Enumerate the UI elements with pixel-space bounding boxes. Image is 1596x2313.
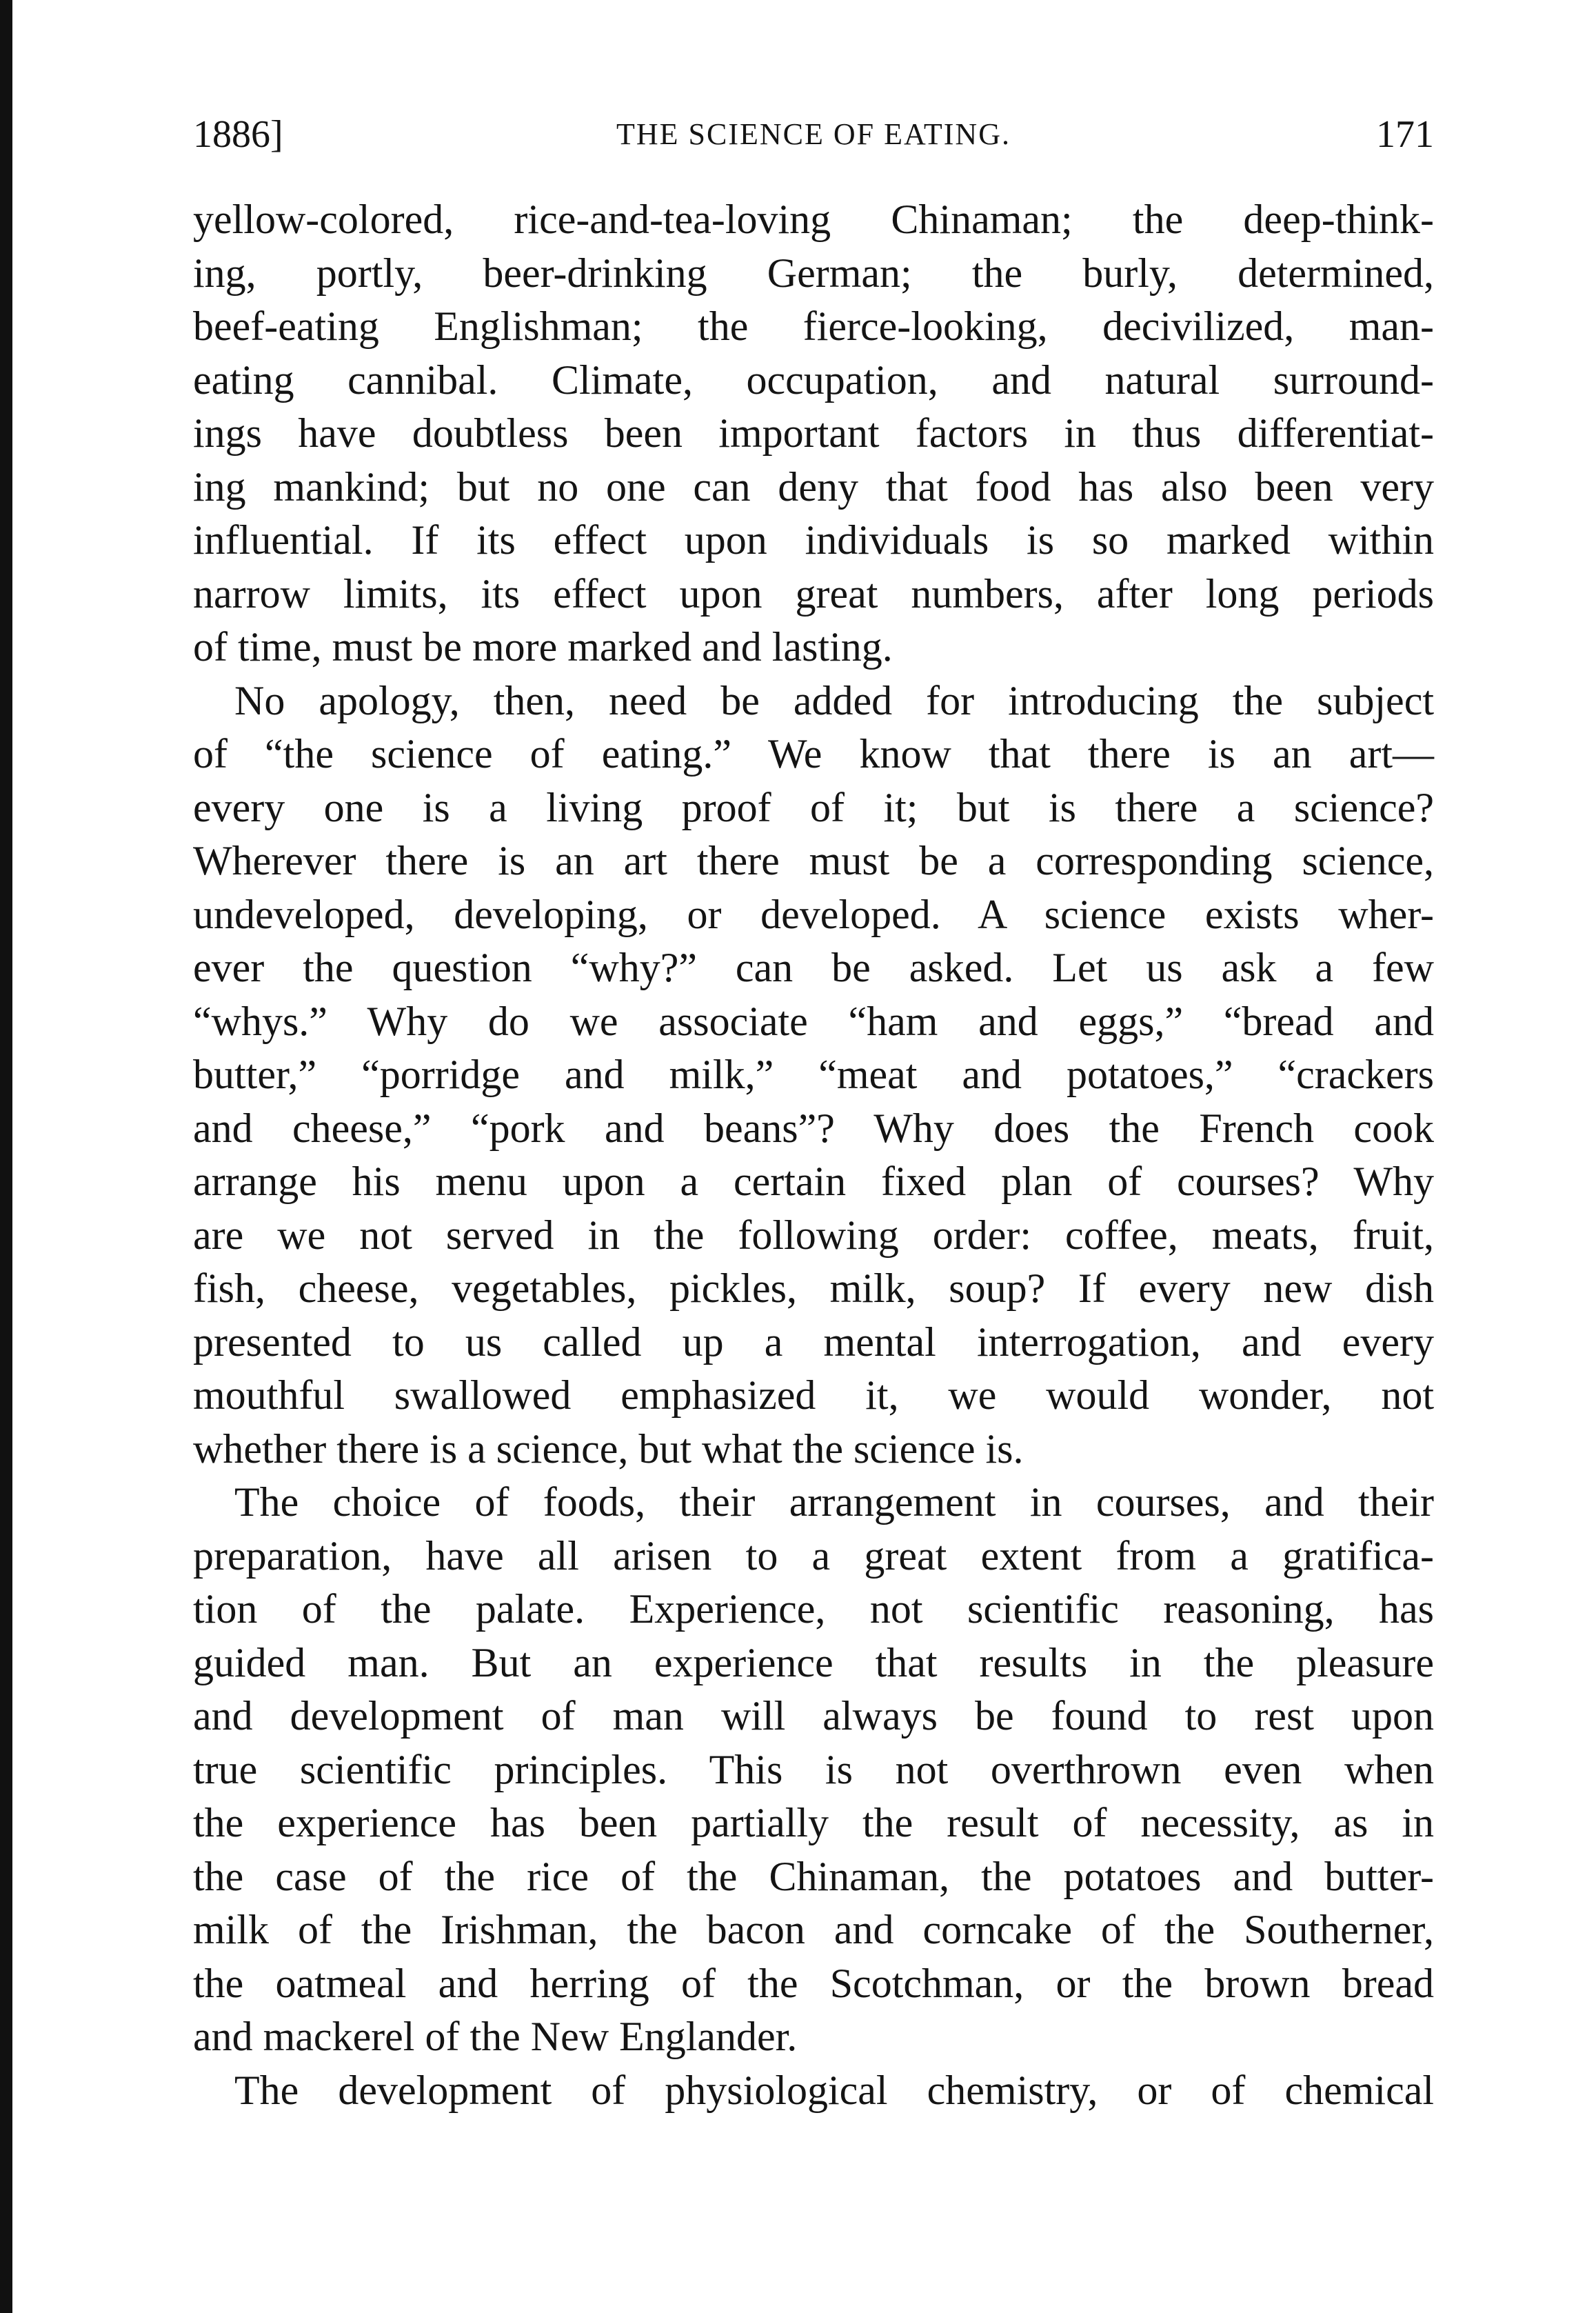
text-line: the case of the rice of the Chinaman, the potatoes and butter- <box>193 1853 1434 1899</box>
text-line: every one is a living proof of it; but is there a science? <box>193 784 1434 830</box>
text-line: influential. If its effect upon individuals is so marked within <box>193 517 1434 563</box>
text-line: yellow-colored, rice-and-tea-loving Chinaman; the deep-think- <box>193 197 1434 242</box>
text-line: Wherever there is an art there must be a corresponding science, <box>193 838 1434 883</box>
text-line: guided man. But an experience that results in the pleasure <box>193 1639 1434 1685</box>
text-line: and development of man will always be found to rest upon <box>193 1693 1434 1739</box>
text-line: and mackerel of the New Englander. <box>193 2014 798 2059</box>
text-line: ever the question “why?” can be asked. Let us ask a few <box>193 945 1434 990</box>
text-line: “whys.” Why do we associate “ham and eggs,” “bread and <box>193 998 1434 1044</box>
text-line: butter,” “porridge and milk,” “meat and potatoes,” “crackers <box>193 1052 1434 1097</box>
text-line: ing, portly, beer-drinking German; the burly, determined, <box>193 250 1434 296</box>
text-line: arrange his menu upon a certain fixed plan of courses? Why <box>193 1159 1434 1204</box>
book-page <box>193 103 1434 2117</box>
running-head <box>193 103 1434 166</box>
binding-edge <box>0 0 12 2313</box>
paragraph <box>193 1476 1434 2064</box>
text-line: preparation, have all arisen to a great extent from a gratifica- <box>193 1532 1434 1579</box>
text-line: are we not served in the following order: coffee, meats, fruit, <box>193 1212 1434 1258</box>
paragraph <box>193 2064 1434 2118</box>
text-line: undeveloped, developing, or developed. A science exists wher- <box>193 891 1434 937</box>
text-line: tion of the palate. Experience, not scientific reasoning, has <box>193 1586 1434 1632</box>
text-line: milk of the Irishman, the bacon and corncake of the Southerner, <box>193 1907 1434 1952</box>
text-line: fish, cheese, vegetables, pickles, milk, soup? If every new dish <box>193 1265 1434 1311</box>
text-line: ing mankind; but no one can deny that food has also been very <box>193 463 1434 510</box>
text-line: The development of physiological chemistry, or of chemical <box>234 2067 1434 2113</box>
text-line: beef-eating Englishman; the fierce-looking, decivilized, man- <box>193 303 1434 349</box>
text-line: of “the science of eating.” We know that there is an art— <box>193 731 1434 777</box>
text-line: the experience has been partially the result of necessity, as in <box>193 1800 1434 1845</box>
text-line: whether there is a science, but what the science is. <box>193 1425 1024 1472</box>
paragraph <box>193 193 1434 674</box>
text-line: The choice of foods, their arrangement in courses, and their <box>234 1479 1434 1525</box>
running-head-year: 1886] <box>193 113 283 156</box>
text-line: true scientific principles. This is not overthrown even when <box>193 1746 1434 1792</box>
text-line: mouthful swallowed emphasized it, we would wonder, not <box>193 1372 1434 1418</box>
text-line: of time, must be more marked and lasting. <box>193 624 893 670</box>
running-head-title: THE SCIENCE OF EATING. <box>616 117 1011 151</box>
text-line: eating cannibal. Climate, occupation, and natural surround- <box>193 357 1434 403</box>
text-line: ings have doubtless been important factors in thus differentiat- <box>193 410 1434 456</box>
text-line: No apology, then, need be added for introducing the subject <box>234 677 1434 723</box>
text-line: and cheese,” “pork and beans”? Why does the French cook <box>193 1105 1434 1151</box>
text-line: presented to us called up a mental interrogation, and every <box>193 1319 1434 1365</box>
body-text <box>193 193 1434 2117</box>
page-number: 171 <box>1376 113 1434 156</box>
text-line: the oatmeal and herring of the Scotchman, or the brown bread <box>193 1960 1434 2006</box>
paragraph <box>193 674 1434 1476</box>
text-line: narrow limits, its effect upon great numbers, after long periods <box>193 570 1434 617</box>
